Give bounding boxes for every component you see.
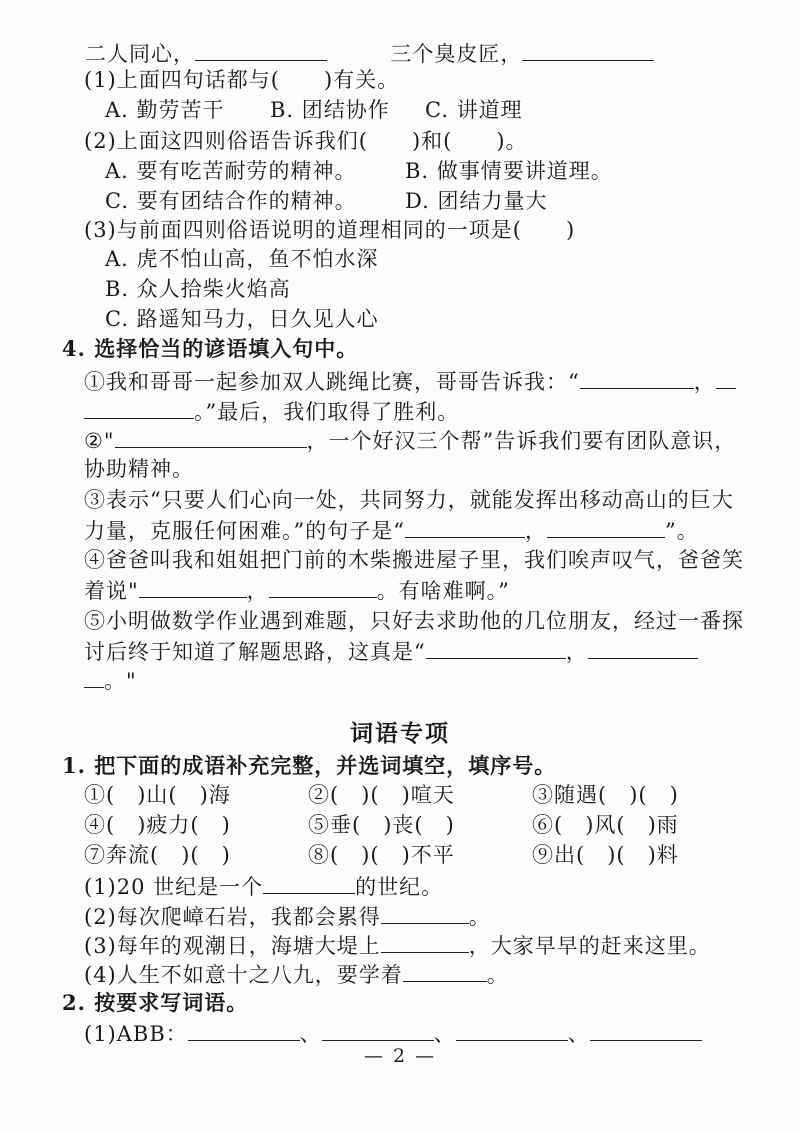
idiom-8[interactable]: ⑧( )( )不平	[308, 843, 455, 867]
s4-item2-line2: 协助精神。	[84, 457, 194, 481]
q3-stem: (3)与前面四则俗语说明的道理相同的一项是( )	[84, 218, 576, 242]
w1-sentence-2: (2)每次爬嶂石岩，我都会累得 。	[84, 901, 491, 931]
s4-item4-line1: ④爸爸叫我和姐姐把门前的木柴搬进屋子里，我们唉声叹气，爸爸笑	[84, 548, 744, 572]
abb-blank-1[interactable]	[188, 1018, 300, 1041]
saying-1-blank[interactable]	[195, 38, 327, 61]
idiom-7[interactable]: ⑦奔流( )( )	[84, 843, 231, 867]
w1-sentence-1: (1)20 世纪是一个 的世纪。	[84, 871, 443, 901]
q2-option-b[interactable]: B. 做事情要讲道理。	[405, 159, 613, 183]
s4-item3-blank1[interactable]	[405, 515, 525, 538]
q3-option-b[interactable]: B. 众人拾柴火焰高	[105, 277, 291, 301]
s4-item5-line3: 。"	[84, 665, 137, 695]
w1-sentence-4-blank[interactable]	[403, 959, 487, 982]
q2-option-c[interactable]: C. 要有团结合作的精神。	[105, 189, 357, 213]
q1-option-c[interactable]: C. 讲道理	[425, 98, 523, 122]
idiom-2[interactable]: ②( )( )喧天	[308, 783, 455, 807]
s4-item1-blank2a[interactable]	[716, 366, 736, 389]
saying-line	[85, 38, 654, 68]
q3-option-c[interactable]: C. 路遥知马力，日久见人心	[105, 307, 379, 331]
w2-abb-line: (1)ABB： 、 、 、	[84, 1018, 702, 1048]
q2-option-d[interactable]: D. 团结力量大	[405, 189, 548, 213]
s4-item5-blank2b[interactable]	[84, 665, 104, 688]
s4-item5-line2: 讨后终于知道了解题思路，这真是“ ，	[84, 636, 698, 666]
w1-sentence-1-blank[interactable]	[263, 871, 355, 894]
q1-option-b[interactable]: B. 团结协作	[270, 98, 390, 122]
idiom-4[interactable]: ④( )疲力( )	[84, 813, 231, 837]
idiom-9[interactable]: ⑨出( )( )料	[532, 843, 679, 867]
w1-sentence-4: (4)人生不如意十之八九，要学着 。	[84, 959, 509, 989]
abb-blank-4[interactable]	[590, 1018, 702, 1041]
w1-sentence-2-blank[interactable]	[381, 901, 469, 924]
saying-1: 二人同心，	[85, 42, 195, 66]
w1-sentence-3-blank[interactable]	[381, 930, 469, 953]
s4-item5-line1: ⑤小明做数学作业遇到难题，只好去求助他的几位朋友，经过一番探	[84, 609, 744, 633]
s4-item5-blank2a[interactable]	[588, 636, 698, 659]
s4-item1-line1: ①我和哥哥一起参加双人跳绳比赛，哥哥告诉我：“ ，	[84, 366, 736, 396]
s4-item1-blank2b[interactable]	[84, 396, 194, 419]
q2-option-a[interactable]: A. 要有吃苦耐劳的精神。	[105, 159, 357, 183]
saying-2-blank[interactable]	[522, 38, 654, 61]
idiom-1[interactable]: ①( )山( )海	[84, 783, 231, 807]
s4-item1-line2: 。”最后，我们取得了胜利。	[84, 396, 459, 426]
s4-item5-blank1[interactable]	[426, 636, 566, 659]
s4-item2-blank[interactable]	[115, 425, 307, 448]
s4-item4-line2: 着说" ， 。有啥难啊。”	[84, 575, 510, 605]
s4-item3-blank2[interactable]	[547, 515, 665, 538]
w2-heading: 2. 按要求写词语。	[62, 990, 249, 1015]
saying-2: 三个臭皮匠，	[390, 42, 523, 66]
w1-sentence-3: (3)每年的观潮日，海塘大堤上 ，大家早早的赶来这里。	[84, 930, 711, 960]
w1-heading: 1. 把下面的成语补充完整，并选词填空，填序号。	[62, 753, 557, 778]
idiom-5[interactable]: ⑤垂( )丧( )	[308, 813, 455, 837]
abb-blank-3[interactable]	[456, 1018, 568, 1041]
idiom-6[interactable]: ⑥( )风( )雨	[532, 813, 679, 837]
abb-blank-2[interactable]	[322, 1018, 434, 1041]
page-number: — 2 —	[363, 1045, 437, 1067]
q1-option-a[interactable]: A. 勤劳苦干	[105, 98, 225, 122]
s4-item3-line1: ③表示“只要人们心向一处，共同努力，就能发挥出移动高山的巨大	[84, 488, 734, 512]
s4-item2-line1: ②" ，一个好汉三个帮”告诉我们要有团队意识，	[84, 425, 736, 455]
s4-item4-blank2[interactable]	[269, 575, 377, 598]
s4-item3-line2: 力量，克服任何困难。”的句子是“ ， ”。	[84, 515, 699, 545]
q2-stem: (2)上面这四则俗语告诉我们( )和( )。	[84, 129, 528, 153]
s4-item4-blank1[interactable]	[139, 575, 247, 598]
idiom-3[interactable]: ③随遇( )( )	[532, 783, 679, 807]
s4-item1-blank1[interactable]	[580, 366, 694, 389]
s4-heading: 4. 选择恰当的谚语填入句中。	[62, 336, 359, 361]
section-title: 词语专项	[350, 720, 450, 747]
q1-stem: (1)上面四句话都与( )有关。	[84, 68, 400, 92]
q3-option-a[interactable]: A. 虎不怕山高，鱼不怕水深	[105, 247, 379, 271]
